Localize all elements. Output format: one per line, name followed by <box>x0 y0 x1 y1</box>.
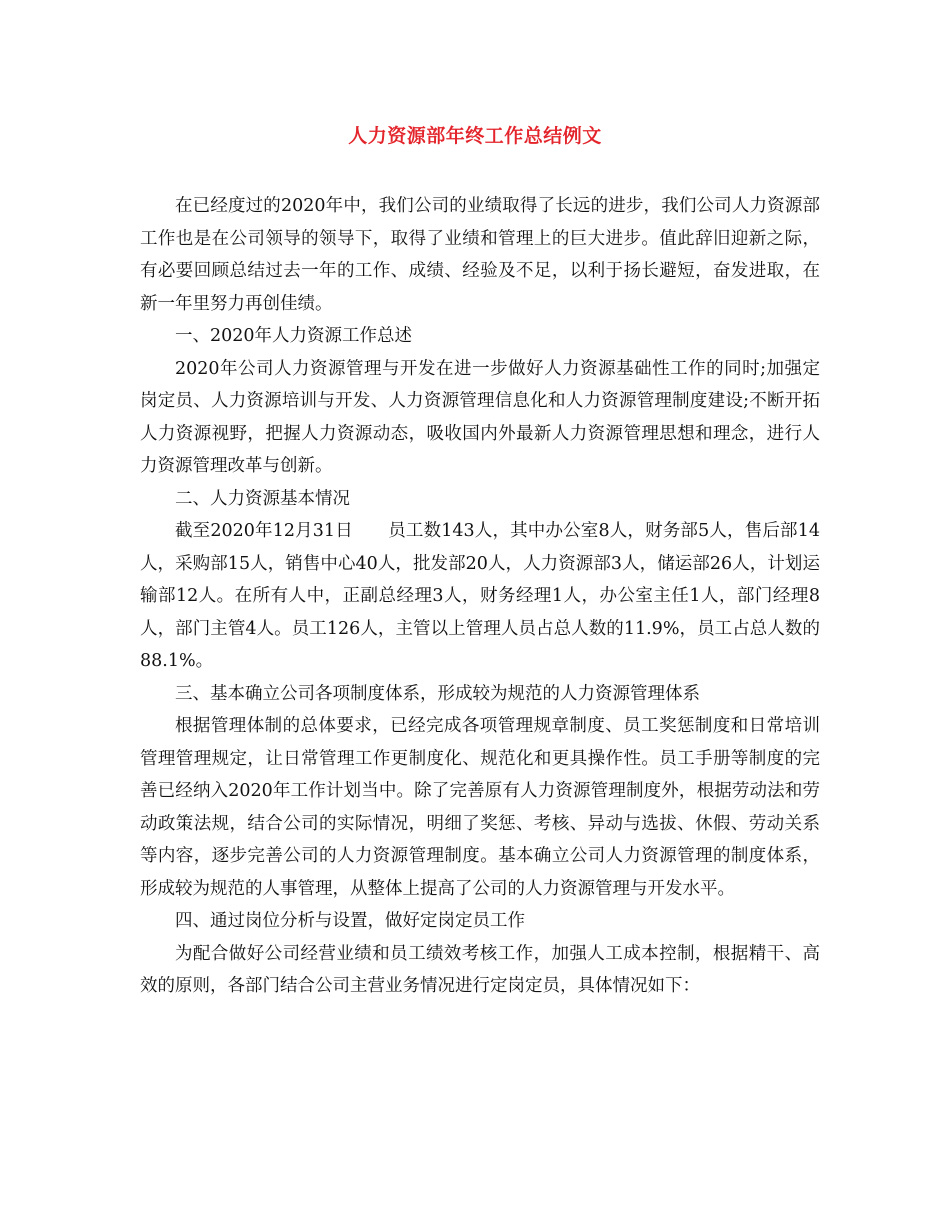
section-heading-2: 二、人力资源基本情况 <box>175 488 350 509</box>
document-body <box>140 190 820 1003</box>
section-3-paragraph: 根据管理体制的总体要求，已经完成各项管理规章制度、员工奖惩制度和日常培训管理管理规定，让日常管理工作更制度化、规范化和更具操作性。员工手册等制度的完善已经纳入2020年工作计划当中。除了完善原有人力资源管理制度外，根据劳动法和劳动政策法规，结合公司的实际情况，明细了奖惩、考核、异动与选拔、休假、劳动关系等内容，逐步完善公司的人力资源管理制度。基本确立公司人力资源管理的制度体系，形成较为规范的人事管理，从整体上提高了公司的人力资源管理与开发水平。 <box>140 716 820 899</box>
intro-paragraph: 在已经度过的2020年中，我们公司的业绩取得了长远的进步，我们公司人力资源部工作也是在公司领导的领导下，取得了业绩和管理上的巨大进步。值此辞旧迎新之际，有必要回顾总结过去一年的工作、成绩、经验及不足，以利于扬长避短，奋发进取，在新一年里努力再创佳绩。 <box>140 196 820 314</box>
section-heading-1: 一、2020年人力资源工作总述 <box>175 326 413 346</box>
section-heading-3: 三、基本确立公司各项制度体系，形成较为规范的人力资源管理体系 <box>175 683 700 704</box>
section-2-paragraph: 截至2020年12月31日 员工数143人，其中办公室8人，财务部5人，售后部14人，采购部15人，销售中心40人，批发部20人，人力资源部3人，储运部26人，计划运输部12人。在所有人中，正副总经理3人，财务经理1人，办公室主任1人，部门经理8人，部门主管4人。员工126人，主管以上管理人员占总人数的11.9%，员工占总人数的88.1%。 <box>140 521 820 671</box>
document-title: 人力资源部年终工作总结例文 <box>348 125 602 147</box>
section-heading-4: 四、通过岗位分析与设置，做好定岗定员工作 <box>175 911 525 931</box>
section-4-paragraph: 为配合做好公司经营业绩和员工绩效考核工作，加强人工成本控制，根据精干、高效的原则，各部门结合公司主营业务情况进行定岗定员，具体情况如下： <box>140 943 820 996</box>
section-1-paragraph: 2020年公司人力资源管理与开发在进一步做好人力资源基础性工作的同时;加强定岗定员、人力资源培训与开发、人力资源管理信息化和人力资源管理制度建设;不断开拓人力资源视野，把握人力资源动态，吸收国内外最新人力资源管理思想和理念，进行人力资源管理改革与创新。 <box>140 358 820 476</box>
